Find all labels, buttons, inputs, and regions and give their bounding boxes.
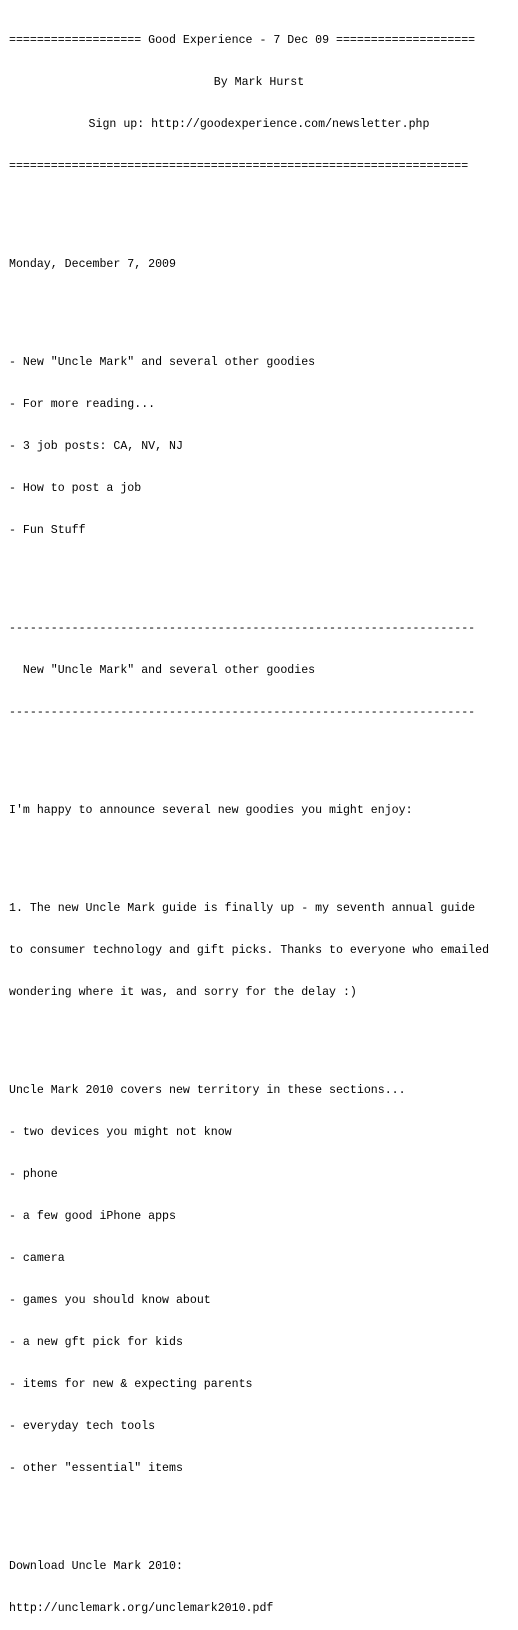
guide-section-item: - items for new & expecting parents bbox=[9, 1378, 253, 1391]
spacer bbox=[9, 566, 509, 580]
paragraph-line: 1. The new Uncle Mark guide is finally up - my seventh annual guide bbox=[9, 902, 476, 915]
spacer bbox=[9, 300, 509, 314]
spacer bbox=[9, 1028, 509, 1042]
header-title-line: =================== Good Experience - 7 Dec 09 ==================== bbox=[9, 34, 476, 47]
toc-item: - 3 job posts: CA, NV, NJ bbox=[9, 440, 183, 453]
spacer bbox=[9, 202, 509, 216]
newsletter-body bbox=[9, 6, 509, 1630]
toc-item: - Fun Stuff bbox=[9, 524, 86, 537]
spacer bbox=[9, 846, 509, 860]
download-label: Download Uncle Mark 2010: bbox=[9, 1560, 183, 1573]
guide-section-item: - everyday tech tools bbox=[9, 1420, 156, 1433]
paragraph-line: wondering where it was, and sorry for the delay :) bbox=[9, 986, 357, 999]
covers-intro: Uncle Mark 2010 covers new territory in these sections... bbox=[9, 1084, 406, 1097]
issue-date: Monday, December 7, 2009 bbox=[9, 258, 176, 271]
intro-paragraph: I'm happy to announce several new goodies you might enjoy: bbox=[9, 804, 413, 817]
section-rule-bottom: ------------------------------------------------------------------- bbox=[9, 706, 476, 719]
header-signup-line[interactable]: Sign up: http://goodexperience.com/newsletter.php bbox=[88, 118, 430, 131]
header-byline: By Mark Hurst bbox=[213, 76, 305, 89]
section-rule-top: ------------------------------------------------------------------- bbox=[9, 622, 476, 635]
guide-section-item: - other "essential" items bbox=[9, 1462, 183, 1475]
guide-section-item: - two devices you might not know bbox=[9, 1126, 232, 1139]
download-link[interactable]: http://unclemark.org/unclemark2010.pdf bbox=[9, 1602, 274, 1615]
spacer bbox=[9, 748, 509, 762]
toc-item: - New "Uncle Mark" and several other goodies bbox=[9, 356, 316, 369]
spacer bbox=[9, 1504, 509, 1518]
toc-item: - How to post a job bbox=[9, 482, 142, 495]
header-rule: ================================================================== bbox=[9, 160, 469, 173]
guide-section-item: - games you should know about bbox=[9, 1294, 211, 1307]
guide-section-item: - a few good iPhone apps bbox=[9, 1210, 176, 1223]
guide-section-item: - camera bbox=[9, 1252, 65, 1265]
toc-item: - For more reading... bbox=[9, 398, 156, 411]
guide-section-item: - phone bbox=[9, 1168, 58, 1181]
paragraph-line: to consumer technology and gift picks. Thanks to everyone who emailed bbox=[9, 944, 490, 957]
guide-section-item: - a new gft pick for kids bbox=[9, 1336, 183, 1349]
section-heading: New "Uncle Mark" and several other goodies bbox=[9, 664, 316, 677]
